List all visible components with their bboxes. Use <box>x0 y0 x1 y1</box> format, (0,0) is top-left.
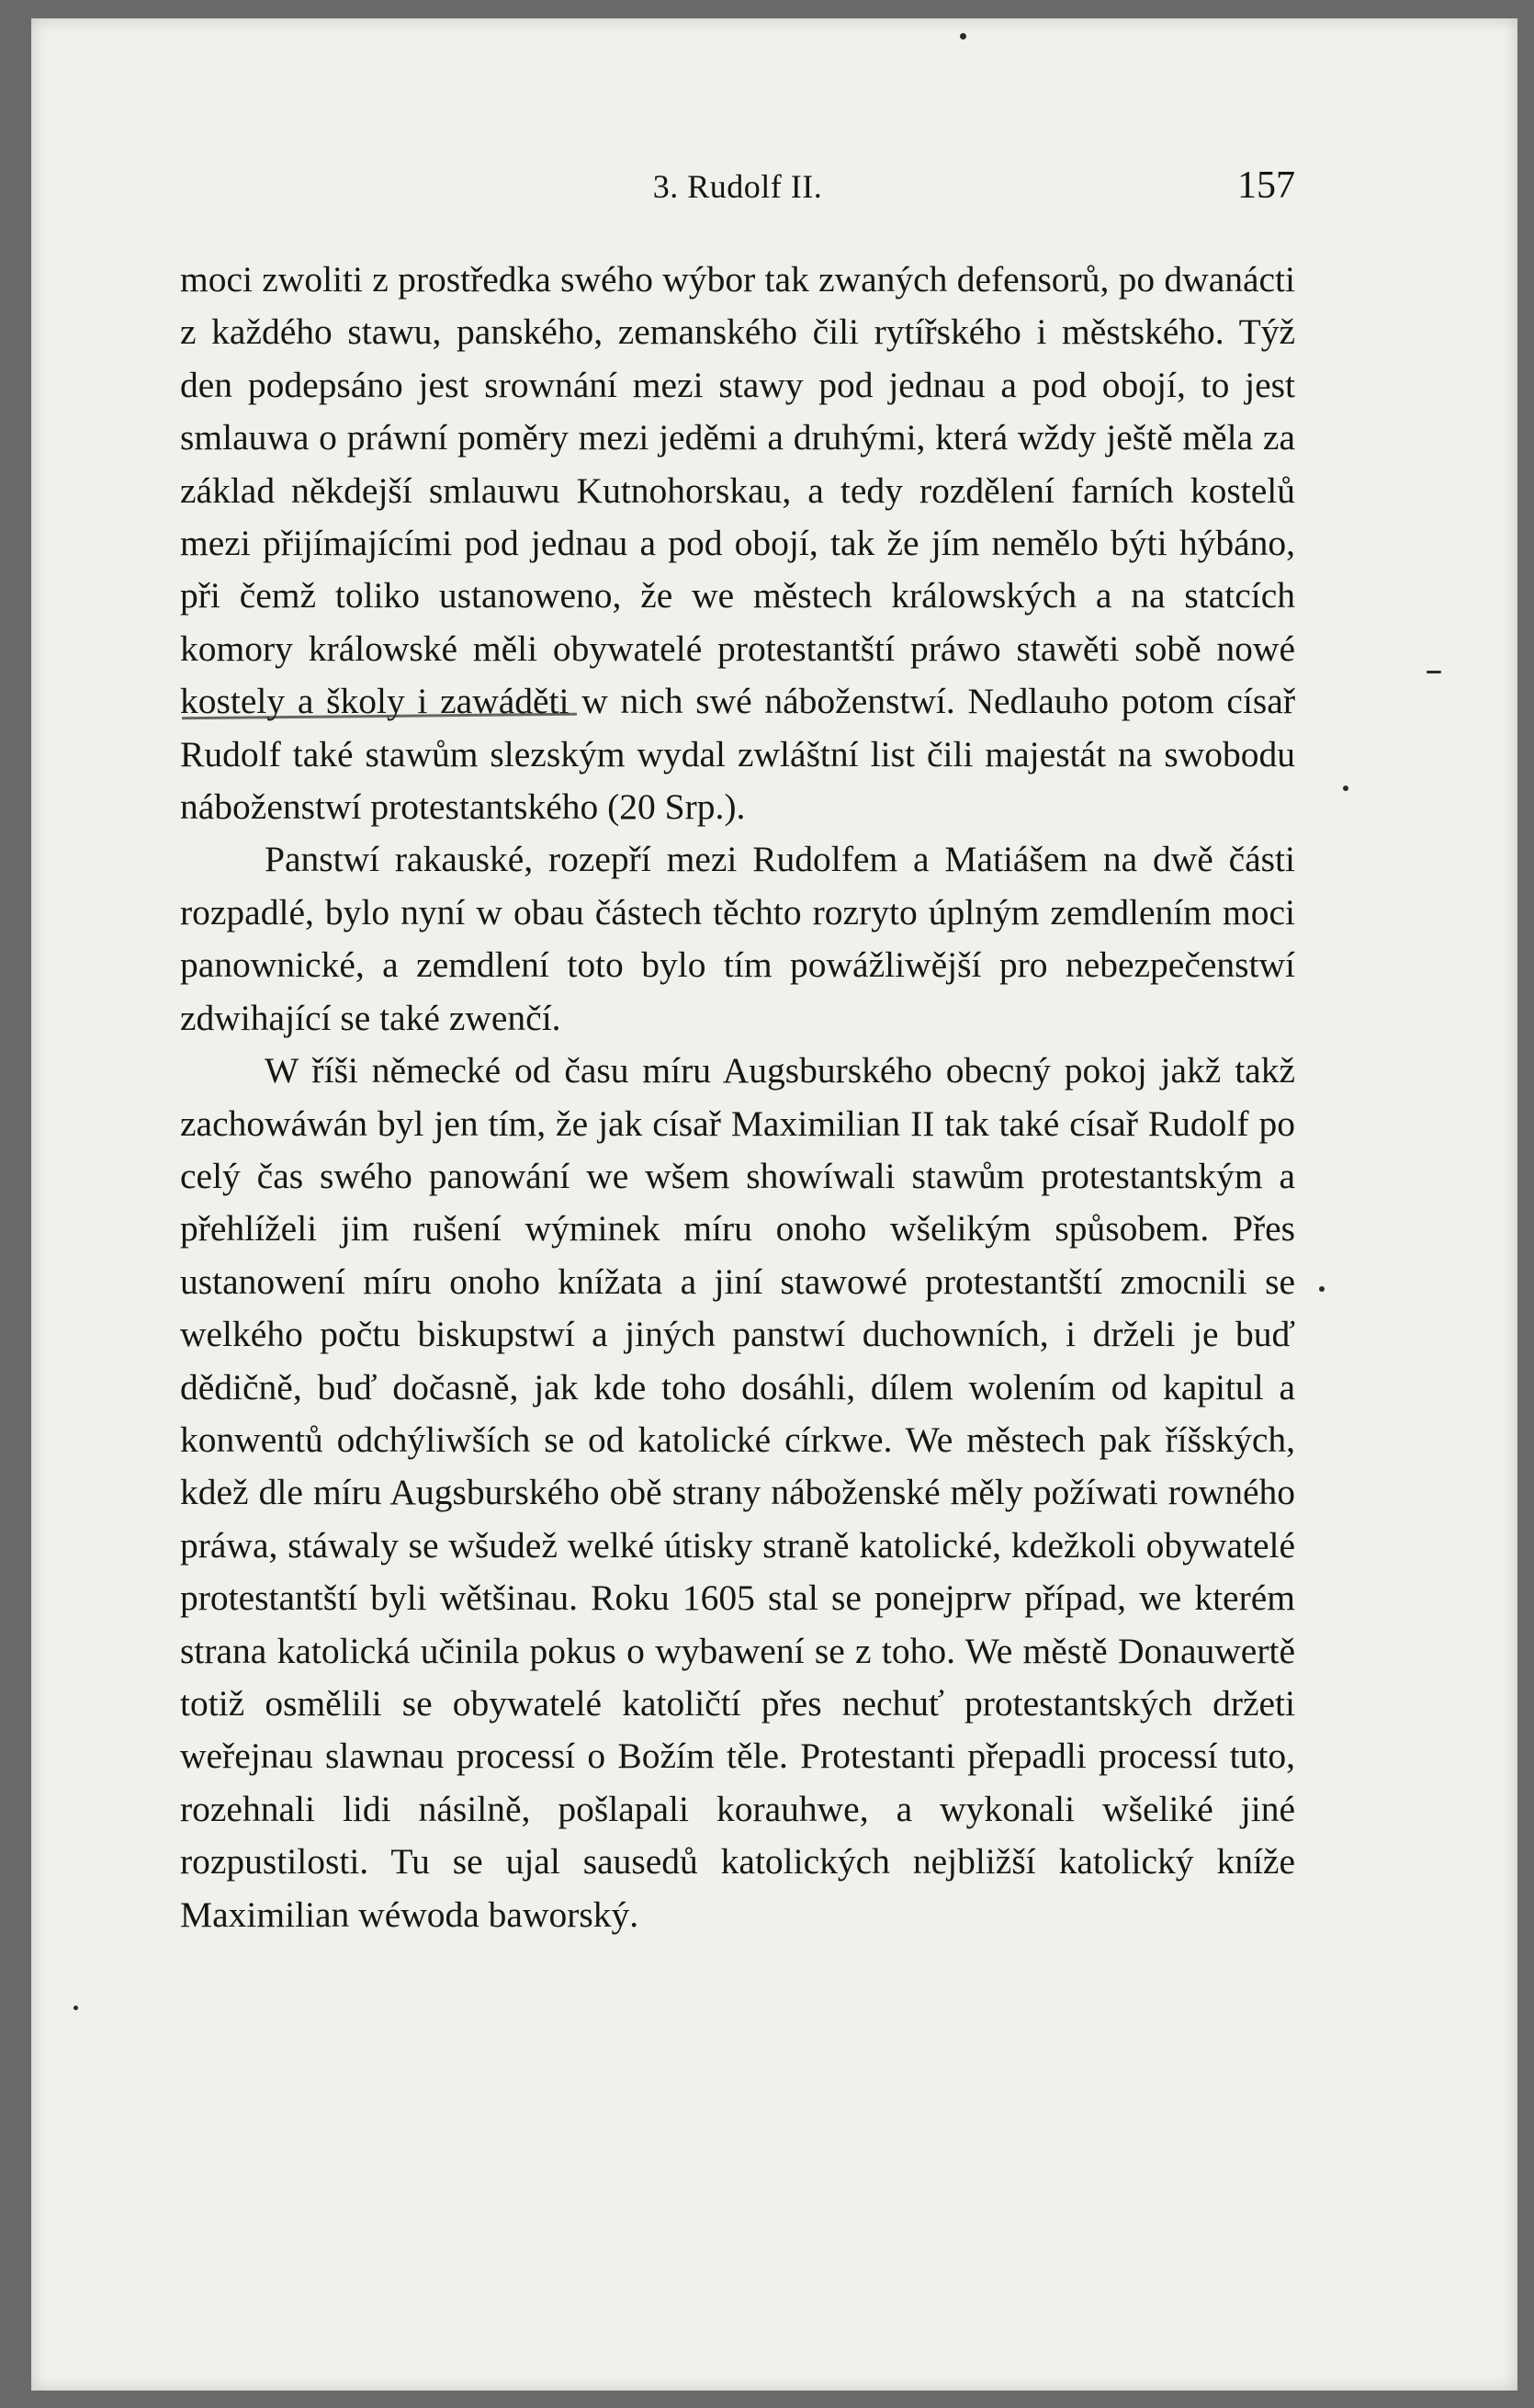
ink-speck <box>1343 786 1348 791</box>
page-header <box>180 164 1295 215</box>
ink-speck <box>1319 1286 1325 1292</box>
paragraph-1: moci zwoliti z prostředka swého wýbor tak zwaných defensorů, po dwanácti z každého stawu, panského, zemanského čili rytířského i městského. Týž den podepsáno jest srownání mezi stawy pod jednau a pod obojí, to jest smlauwa o práwní poměry mezi jeděmi a druhými, která wždy ještě měla za základ někdejší smlauwu Kutnohorskau, a tedy rozdělení farních kostelů mezi přijímajícími pod jednau a pod obojí, tak že jím nemělo býti hýbáno, při čemž toliko ustanoweno, že we městech králowských a na statcích komory králowské měli obywatelé protestantští práwo stawěti sobě nowé kostely a školy i zawáděti w nich swé náboženstwí. Nedlauho potom císař Rudolf také stawům slezským wydal zwláštní list čili majestát na swobodu náboženstwí protestantského (20 Srp.). <box>180 259 1295 828</box>
ink-speck <box>1427 671 1441 673</box>
ink-speck <box>73 2006 78 2010</box>
paragraph-2: Panstwí rakauské, rozepří mezi Rudolfem a Matiášem na dwě části rozpadlé, bylo nyní w obau částech těchto rozryto úplným zemdlením moci panownické, a zemdlení toto bylo tím powážliwější pro nebezpečenstwí zdwihající se také zwenčí. <box>180 839 1295 1038</box>
ink-speck <box>960 33 966 40</box>
page-number: 157 <box>1237 164 1295 207</box>
body-text <box>180 254 1295 1941</box>
paragraph-3: W říši německé od času míru Augsburského obecný pokoj jakž takž zachowáwán byl jen tím, že jak císař Maximilian II tak také císař Rudolf po celý čas swého panowání we wšem showíwali stawům protestantským a přehlíželi jim rušení wýminek míru onoho wšelikým spůsobem. Přes ustanowení míru onoho knížata a jiní stawowé protestantští zmocnili se welkého počtu biskupstwí a jiných panstwí duchowních, i drželi je buď dědičně, buď dočasně, jak kde toho dosáhli, dílem wolením od kapitul a konwentů odchýliwších se od katolické církwe. We městech pak říšských, kdež dle míru Augsburského obě strany náboženské měly požíwati rowného práwa, stáwaly se wšudež welké útisky straně katolické, kdežkoli obywatelé protestantští byli wětšinau. Roku 1605 stal se ponejprw případ, we kterém strana katolická učinila pokus o wybawení se z toho. We městě Donauwertě totiž osmělili se obywatelé katoličtí přes nechuť protestantských držeti weřejnau slawnau processí o Božím těle. Protestanti přepadli processí tuto, rozehnali lidi násilně, pošlapali korauhwe, a wykonali wšeliké jiné rozpustilosti. Tu se ujal sausedů katolických nejbližší katolický kníže Maximilian wéwoda baworský. <box>180 1050 1295 1935</box>
running-head: 3. Rudolf II. <box>652 168 823 205</box>
